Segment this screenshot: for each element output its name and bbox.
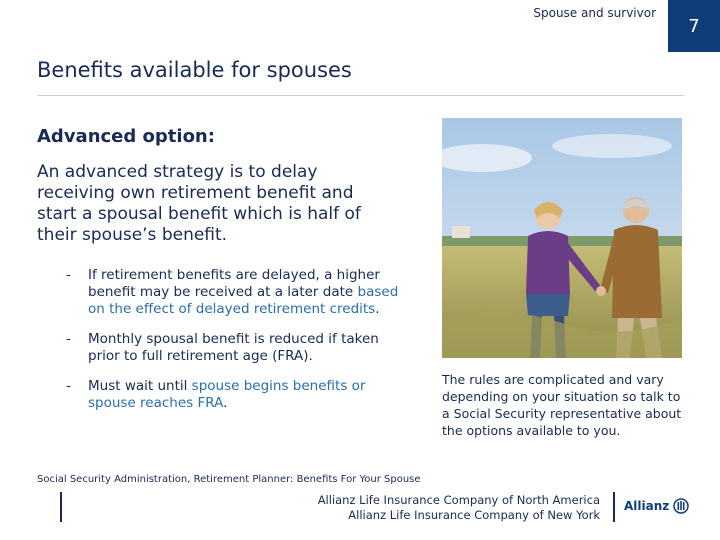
- allianz-logo: [624, 498, 689, 514]
- bullet-highlight: spouse begins benefits or spouse reaches FRA: [88, 378, 366, 411]
- company-line-2: Allianz Life Insurance Company of New York: [348, 508, 600, 522]
- bullet-text: If retirement benefits are delayed, a higher benefit may be received at a later date: [88, 267, 380, 300]
- bullet-dash: -: [66, 267, 71, 283]
- bullet-text-end: .: [223, 395, 228, 411]
- bullet-item: [62, 378, 402, 412]
- bullet-highlight: based on the effect of delayed retirement credits: [88, 284, 399, 317]
- title-divider: [37, 95, 684, 96]
- bullet-dash: -: [66, 378, 71, 394]
- footer-left-divider: [60, 492, 62, 522]
- bullet-dash: -: [66, 331, 71, 347]
- bullet-text: Monthly spousal benefit is reduced if taken prior to full retirement age (FRA).: [88, 331, 379, 364]
- couple-walking-photo: [442, 118, 682, 358]
- section-label: Spouse and survivor: [533, 6, 656, 20]
- page-number: 7: [688, 15, 700, 37]
- photo-caption: The rules are complicated and vary depending on your situation so talk to a Social Security representative about the options available to you.: [442, 372, 682, 438]
- source-citation: Social Security Administration, Retirement Planner: Benefits For Your Spouse: [37, 474, 421, 485]
- footer-right-divider: [613, 492, 615, 522]
- subheading: Advanced option:: [37, 126, 215, 147]
- page-title: Benefits available for spouses: [37, 58, 352, 82]
- bullet-text: Must wait until: [88, 378, 192, 394]
- bullet-item: [62, 267, 402, 318]
- intro-paragraph: An advanced strategy is to delay receiving own retirement benefit and start a spousal benefit which is half of their spouse’s benefit.: [37, 162, 361, 245]
- company-line-1: Allianz Life Insurance Company of North America: [317, 493, 600, 507]
- bullet-text-end: .: [375, 301, 380, 317]
- company-names: [318, 493, 600, 523]
- logo-text: Allianz: [624, 499, 670, 513]
- page-number-badge: [668, 0, 720, 52]
- bullet-item: [62, 331, 402, 365]
- bullet-list: [62, 267, 402, 425]
- allianz-eagle-icon: [673, 498, 689, 514]
